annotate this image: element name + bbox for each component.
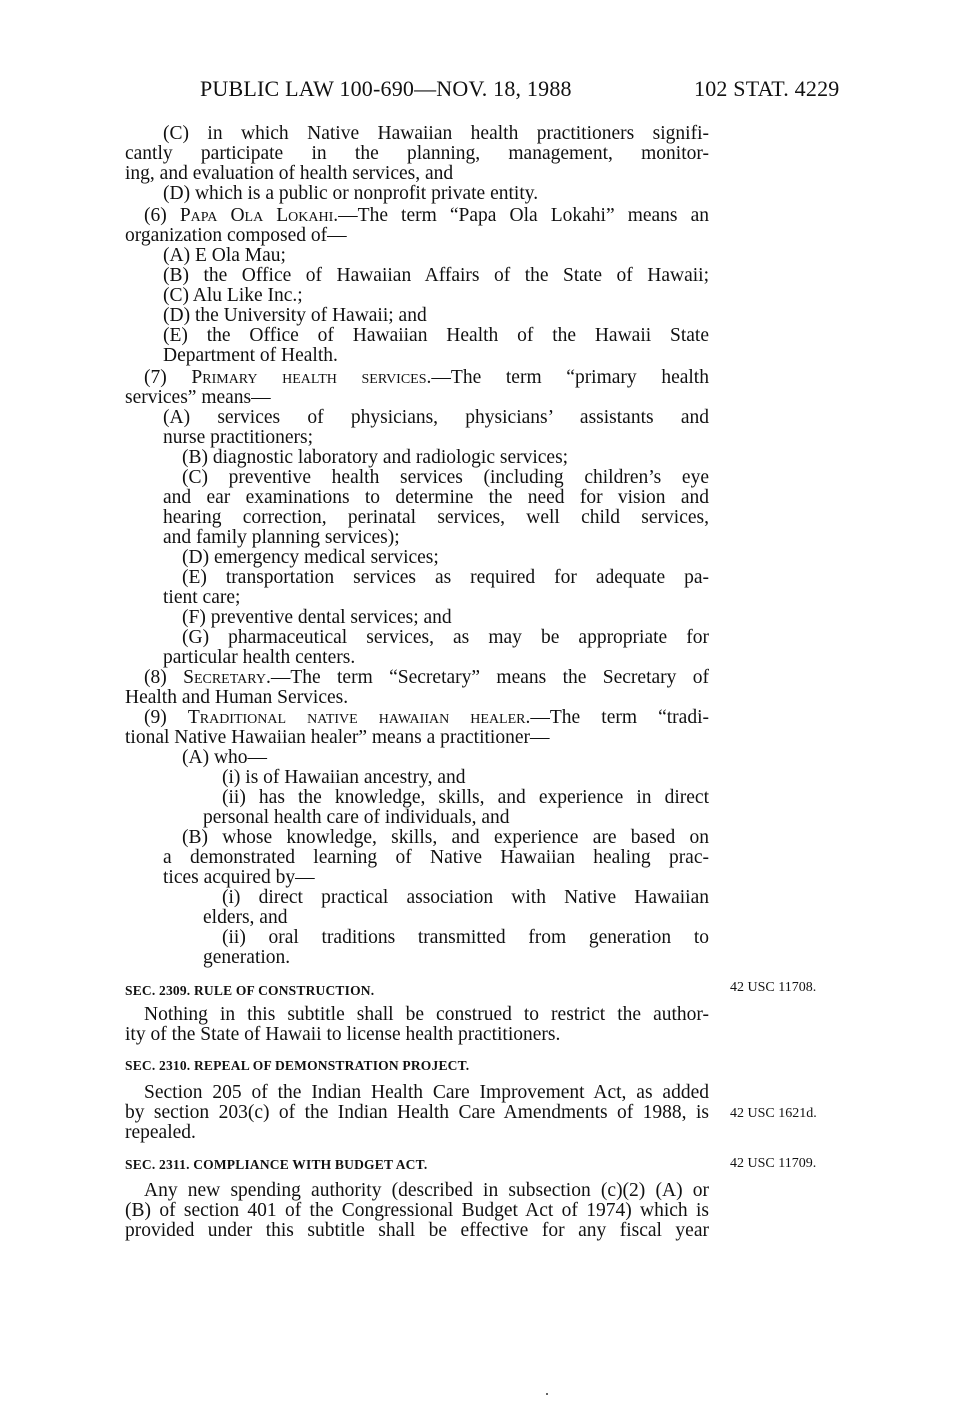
margin-citation-2311: 42 USC 11709. <box>730 1156 817 1171</box>
scan-speck <box>546 1393 548 1395</box>
section-text-line: Any new spending authority (described in subsection (c)(2) (A) or <box>144 1180 709 1201</box>
body-line: organization composed of— <box>125 225 347 246</box>
definition-primary-health-services: (7) Primary health services.—The term “primary health <box>144 367 709 388</box>
body-line: (B) whose knowledge, skills, and experience are based on <box>182 827 709 848</box>
body-line: particular health centers. <box>163 647 356 668</box>
body-line: tient care; <box>163 587 241 608</box>
section-text-line: provided under this subtitle shall be effective for any fiscal year <box>125 1220 709 1241</box>
body-line: and ear examinations to determine the need for vision and <box>163 487 709 508</box>
body-line: (E) transportation services as required for adequate pa- <box>182 567 709 588</box>
body-line: (C) Alu Like Inc.; <box>163 285 303 306</box>
body-line: tices acquired by— <box>163 867 315 888</box>
margin-citation-2309: 42 USC 11708. <box>730 980 817 995</box>
section-text-line: (B) of section 401 of the Congressional Budget Act of 1974) which is <box>125 1200 709 1221</box>
running-header-page-number: 102 STAT. 4229 <box>694 76 840 101</box>
body-line: (B) the Office of Hawaiian Affairs of the State of Hawaii; <box>163 265 709 286</box>
running-header-title: PUBLIC LAW 100-690—NOV. 18, 1988 <box>200 76 572 101</box>
body-line: and family planning services); <box>163 527 400 548</box>
body-line: (G) pharmaceutical services, as may be appropriate for <box>182 627 709 648</box>
body-line: (E) the Office of Hawaiian Health of the Hawaii State <box>163 325 709 346</box>
body-line: (F) preventive dental services; and <box>182 607 452 628</box>
margin-citation-2310: 42 USC 1621d. <box>730 1106 817 1121</box>
body-line: (B) diagnostic laboratory and radiologic services; <box>182 447 569 468</box>
body-line: Health and Human Services. <box>125 687 349 708</box>
body-line: a demonstrated learning of Native Hawaiian healing prac- <box>163 847 709 868</box>
body-line: ing, and evaluation of health services, and <box>125 163 454 184</box>
body-line: personal health care of individuals, and <box>203 807 510 828</box>
body-line: services” means— <box>125 387 271 408</box>
section-heading-2311: SEC. 2311. COMPLIANCE WITH BUDGET ACT. <box>125 1157 428 1172</box>
section-text-line: Section 205 of the Indian Health Care Improvement Act, as added <box>144 1082 709 1103</box>
body-line: nurse practitioners; <box>163 427 313 448</box>
definition-traditional-healer: (9) Traditional native hawaiian healer.—The term “tradi- <box>144 707 709 728</box>
section-text-line: Nothing in this subtitle shall be construed to restrict the author- <box>144 1004 709 1025</box>
body-line: (C) in which Native Hawaiian health practitioners signifi- <box>163 123 709 144</box>
body-line: (i) is of Hawaiian ancestry, and <box>222 767 466 788</box>
body-line: hearing correction, perinatal services, well child services, <box>163 507 709 528</box>
section-heading-2310: SEC. 2310. REPEAL OF DEMONSTRATION PROJECT. <box>125 1058 470 1073</box>
definition-secretary: (8) Secretary.—The term “Secretary” means the Secretary of <box>144 667 709 688</box>
body-line: tional Native Hawaiian healer” means a practitioner— <box>125 727 550 748</box>
body-line: (ii) has the knowledge, skills, and experience in direct <box>222 787 709 808</box>
body-line: (D) which is a public or nonprofit private entity. <box>163 183 539 204</box>
section-heading-2309: SEC. 2309. RULE OF CONSTRUCTION. <box>125 983 375 998</box>
section-text-line: by section 203(c) of the Indian Health Care Amendments of 1988, is <box>125 1102 709 1123</box>
body-line: Department of Health. <box>163 345 338 366</box>
body-line: (i) direct practical association with Native Hawaiian <box>222 887 709 908</box>
body-line: (A) who— <box>182 747 268 768</box>
definition-papa-ola-lokahi: (6) Papa Ola Lokahi.—The term “Papa Ola Lokahi” means an <box>144 205 709 226</box>
body-line: (C) preventive health services (including children’s eye <box>182 467 709 488</box>
body-line: (A) E Ola Mau; <box>163 245 286 266</box>
body-line: elders, and <box>203 907 288 928</box>
body-line: (A) services of physicians, physicians’ assistants and <box>163 407 709 428</box>
body-line: (D) emergency medical services; <box>182 547 439 568</box>
section-text-line: repealed. <box>125 1122 196 1143</box>
body-line: generation. <box>203 947 291 968</box>
section-text-line: ity of the State of Hawaii to license health practitioners. <box>125 1024 561 1045</box>
body-line: (ii) oral traditions transmitted from generation to <box>222 927 709 948</box>
body-line: cantly participate in the planning, management, monitor- <box>125 143 709 164</box>
body-line: (D) the University of Hawaii; and <box>163 305 427 326</box>
